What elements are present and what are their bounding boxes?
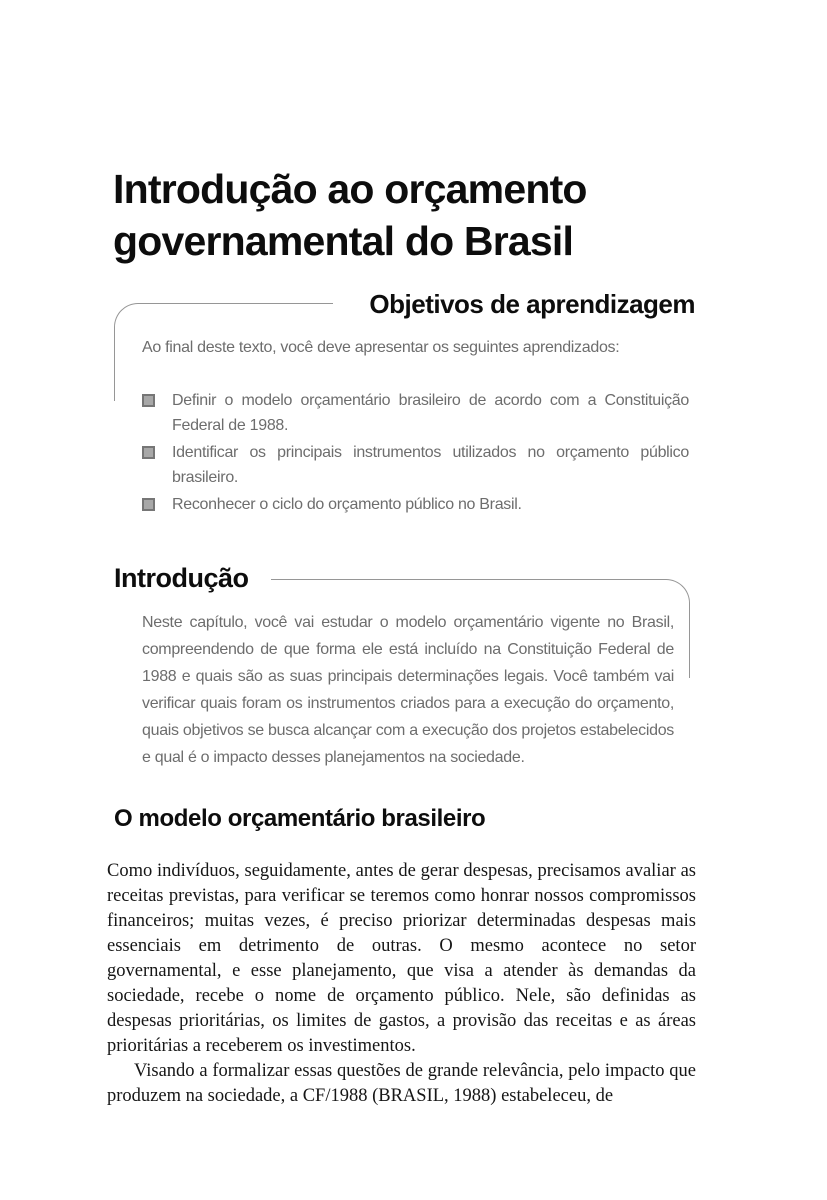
introduction-box [114,562,690,787]
objective-item [142,492,689,517]
objectives-intro-text: Ao final deste texto, você deve apresentar os seguintes aprendizados: [142,339,620,356]
introduction-paragraph: Neste capítulo, você vai estudar o modelo orçamentário vigente no Brasil, compreendendo de que forma ele está incluído na Constituição Federal de 1988 e quais são as suas principais determinações legais. Você também vai verificar quais foram os instrumentos criados para a execução do orçamento, quais objetivos se busca alcançar com a execução dos projetos estabelecidos e qual é o impacto desses planejamentos na sociedade. [142,614,674,766]
square-bullet-icon [142,498,155,511]
body-paragraph-2: Visando a formalizar essas questões de grande relevância, pelo impacto que produzem na sociedade, a CF/1988 (BRASIL, 1988) estabeleceu, de [107,1061,696,1106]
objective-item-text: Reconhecer o ciclo do orçamento público no Brasil. [172,496,522,513]
objective-item [142,440,689,490]
introduction-heading: Introdução [114,563,249,593]
objectives-list [114,388,695,517]
square-bullet-icon [142,394,155,407]
objectives-heading: Objetivos de aprendizagem [369,289,695,319]
objective-item-text: Identificar os principais instrumentos utilizados no orçamento público brasileiro. [172,444,689,486]
main-section [107,804,696,1109]
objective-item-text: Definir o modelo orçamentário brasileiro de acordo com a Constituição Federal de 1988. [172,392,689,434]
objective-item [142,388,689,438]
chapter-title-line-1: Introdução ao orçamento [113,166,587,213]
chapter-title [113,163,713,267]
square-bullet-icon [142,446,155,459]
objectives-box [114,289,695,519]
body-paragraph-1: Como indivíduos, seguidamente, antes de gerar despesas, precisamos avaliar as receitas previstas, para verificar se teremos como honrar nossos compromissos financeiros; muitas vezes, é preciso priorizar determinadas despesas mais essenciais em detrimento de outras. O mesmo acontece no setor governamental, e esse planejamento, que visa a atender às demandas da sociedade, recebe o nome de orçamento público. Nele, são definidas as despesas prioritárias, os limites de gastos, a provisão das receitas e as áreas prioritárias a receberem os investimentos. [107,861,696,1056]
section-heading: O modelo orçamentário brasileiro [114,805,486,832]
chapter-title-line-2: governamental do Brasil [113,218,574,265]
